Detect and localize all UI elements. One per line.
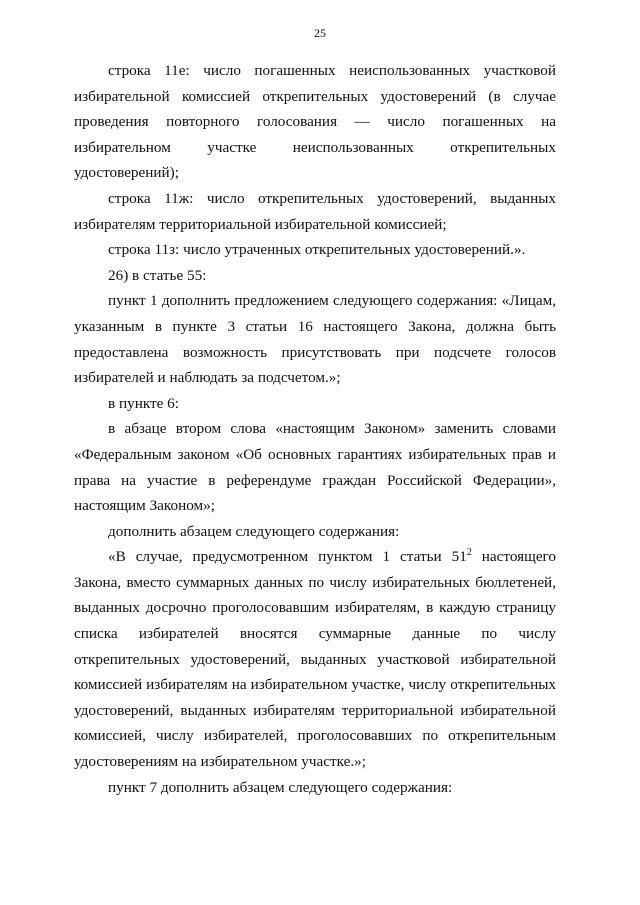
- paragraph-item-26: 26) в статье 55:: [108, 266, 207, 284]
- paragraph-quoted-text: [74, 544, 556, 774]
- paragraph-point-6: в пункте 6:: [108, 394, 179, 412]
- paragraph-line-11zh: строка 11ж: число открепительных удостоверений, выданных избирателям территориальной избирательной комиссией;: [74, 189, 556, 233]
- paragraph-add-abzac: дополнить абзацем следующего содержания:: [108, 522, 400, 540]
- paragraph-point-7: пункт 7 дополнить абзацем следующего содержания:: [108, 778, 453, 796]
- quoted-text-start: «В случае, предусмотренном пунктом 1 статьи 51: [108, 548, 467, 566]
- document-body: [74, 58, 556, 800]
- article-superscript: 2: [466, 547, 472, 559]
- paragraph-second-abzac: в абзаце втором слова «настоящим Законом» заменить словами «Федеральным законом «Об основных гарантиях избирательных прав и права на участие в референдуме граждан Российской Федерации», настоящим Законом»;: [74, 420, 556, 515]
- page-number: 25: [314, 26, 326, 40]
- paragraph-line-11e: строка 11е: число погашенных неиспользованных участковой избирательной комиссией открепительных удостоверений (в случае проведения повторного голосования — число погашенных на избирательном участке неиспользованных открепительных удостоверений);: [74, 62, 556, 182]
- paragraph-line-11z: строка 11з: число утраченных открепительных удостоверений.».: [108, 241, 526, 259]
- paragraph-point-1: пункт 1 дополнить предложением следующего содержания: «Лицам, указанным в пункте 3 статьи 16 настоящего Закона, должна быть предоставлена возможность присутствовать при подсчете голосов избирателей и наблюдать за подсчетом.»;: [74, 292, 556, 387]
- quoted-text-rest: настоящего Закона, вместо суммарных данных по числу избирательных бюллетеней, выданных досрочно проголосовавшим избирателям, в каждую страницу списка избирателей вносятся суммарные данные по числу открепительных удостоверений, выданных участковой избирательной комиссией избирателям на избирательном участке, числу открепительных удостоверений, выданных избирателям территориальной избирательной комиссией, числу избирателей, проголосовавших по открепительным удостоверениям на избирательном участке.»;: [74, 548, 556, 771]
